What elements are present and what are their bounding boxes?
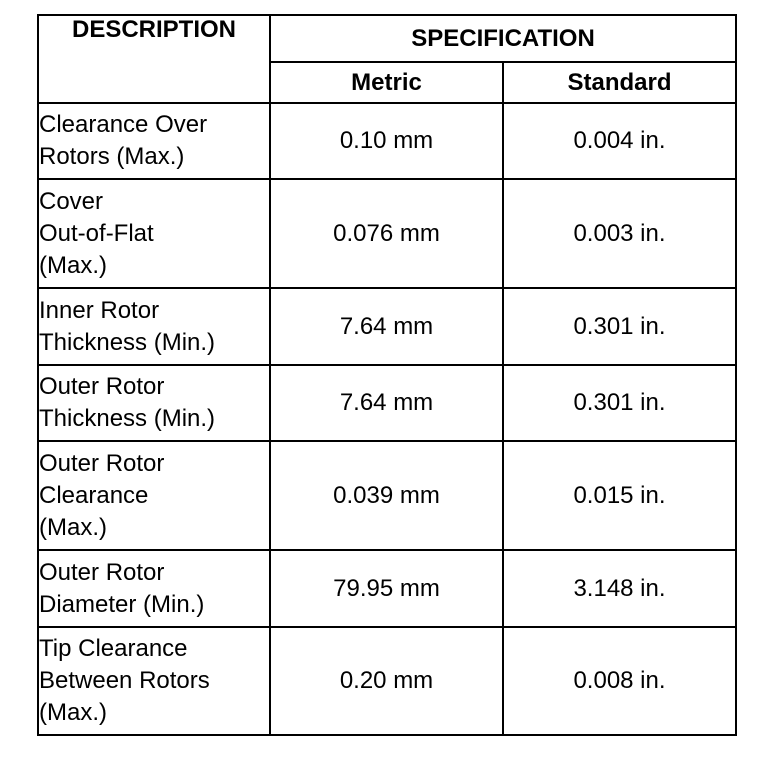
standard-cell: 0.301 in.: [503, 288, 736, 365]
metric-cell: 7.64 mm: [270, 365, 503, 441]
table-row: [38, 441, 736, 550]
table-row: [38, 179, 736, 288]
metric-header: Metric: [270, 62, 503, 103]
table-row: [38, 550, 736, 627]
specification-table: [37, 14, 737, 736]
metric-cell: 0.076 mm: [270, 179, 503, 288]
description-cell: Tip Clearance Between Rotors (Max.): [38, 627, 270, 735]
standard-cell: 3.148 in.: [503, 550, 736, 627]
metric-cell: 0.10 mm: [270, 103, 503, 179]
description-cell: Inner Rotor Thickness (Min.): [38, 288, 270, 365]
standard-cell: 0.003 in.: [503, 179, 736, 288]
metric-cell: 0.039 mm: [270, 441, 503, 550]
standard-cell: 0.015 in.: [503, 441, 736, 550]
metric-cell: 79.95 mm: [270, 550, 503, 627]
standard-cell: 0.004 in.: [503, 103, 736, 179]
standard-cell: 0.008 in.: [503, 627, 736, 735]
table-row: [38, 365, 736, 441]
description-cell: Outer Rotor Clearance (Max.): [38, 441, 270, 550]
metric-cell: 0.20 mm: [270, 627, 503, 735]
table-row: [38, 627, 736, 735]
description-cell: Outer Rotor Diameter (Min.): [38, 550, 270, 627]
description-cell: Clearance Over Rotors (Max.): [38, 103, 270, 179]
metric-cell: 7.64 mm: [270, 288, 503, 365]
standard-cell: 0.301 in.: [503, 365, 736, 441]
header-row: [38, 15, 736, 62]
table-row: [38, 288, 736, 365]
description-cell: Outer Rotor Thickness (Min.): [38, 365, 270, 441]
description-cell: Cover Out-of-Flat (Max.): [38, 179, 270, 288]
specification-header: SPECIFICATION: [270, 15, 736, 62]
description-header: DESCRIPTION: [38, 15, 270, 103]
table-row: [38, 103, 736, 179]
standard-header: Standard: [503, 62, 736, 103]
